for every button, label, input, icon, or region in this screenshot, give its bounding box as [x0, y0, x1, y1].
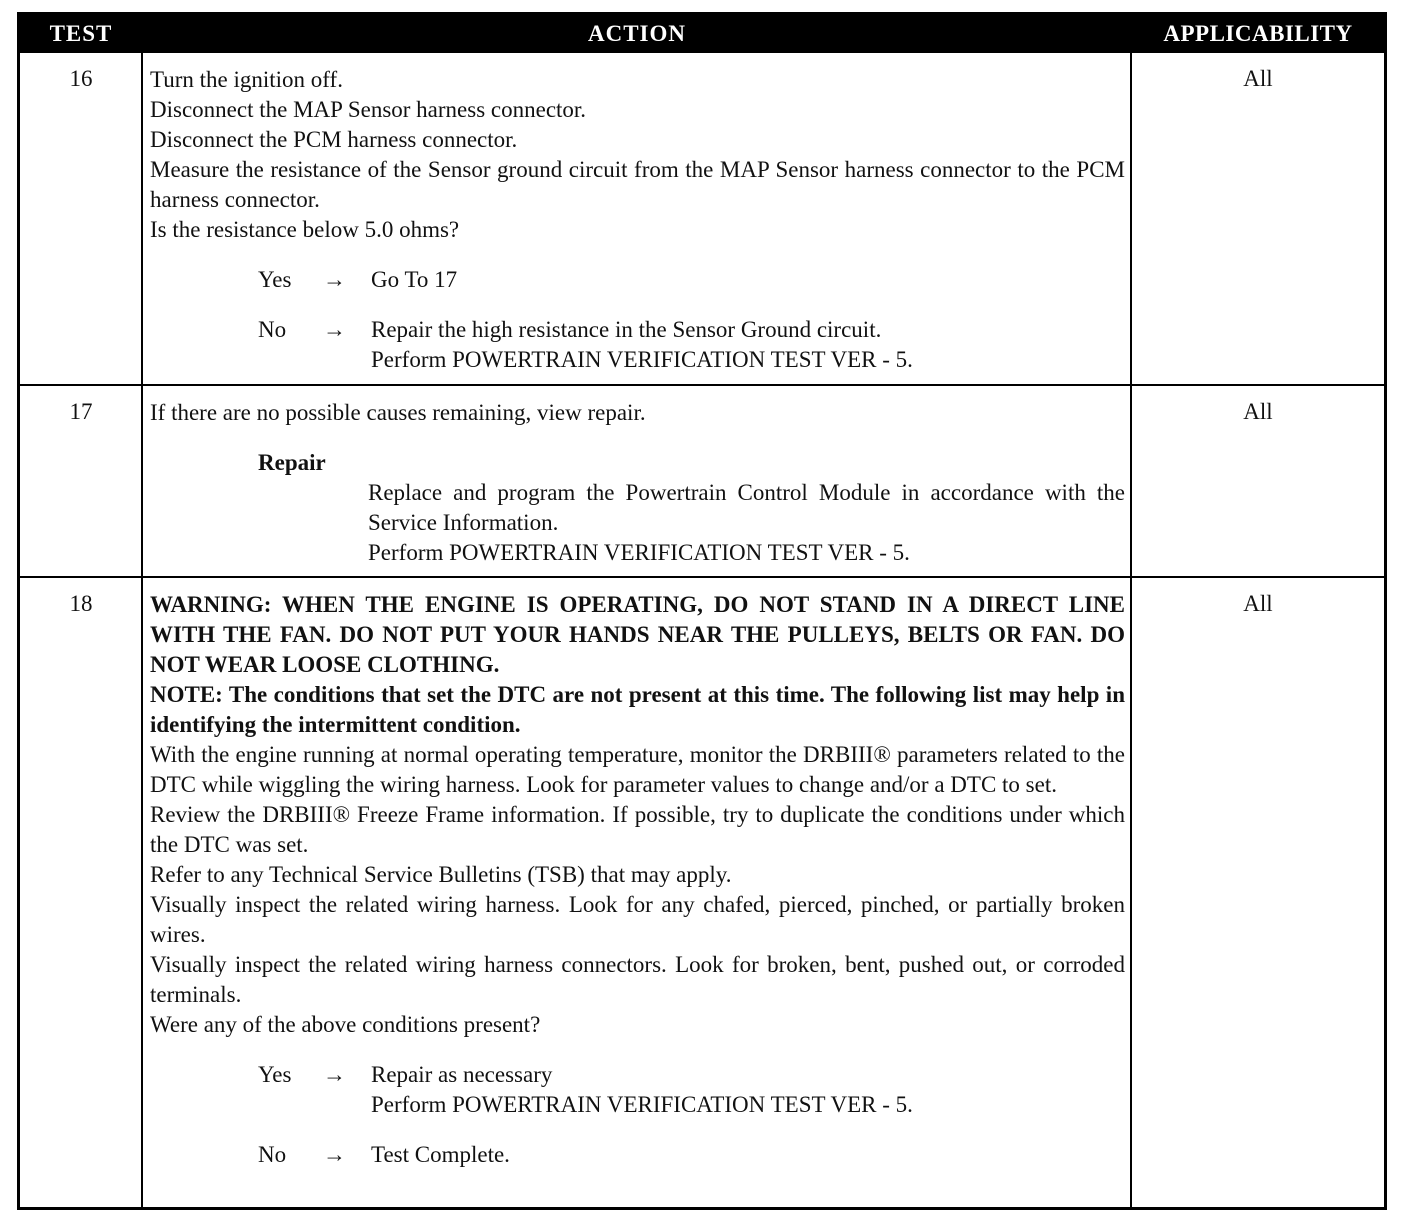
test-number: 16: [69, 66, 93, 91]
applicability-value: All: [1243, 591, 1273, 616]
repair-text: Replace and program the Powertrain Control Module in accordance with the Service Information.: [368, 480, 1125, 535]
action-cell: [150, 590, 1125, 1170]
header-action: ACTION: [587, 21, 686, 46]
yes-text: Go To 17: [371, 267, 458, 292]
no-text: Test Complete.: [371, 1142, 510, 1167]
no-text: Repair the high resistance in the Sensor Ground circuit.: [371, 317, 882, 342]
table-row-test-18: [20, 578, 1384, 1208]
test-number: 17: [69, 399, 93, 424]
column-divider: [141, 53, 143, 1207]
applicability-value: All: [1243, 399, 1273, 424]
header-applicability: APPLICABILITY: [1163, 21, 1353, 46]
yes-label: Yes: [258, 1062, 292, 1087]
table-header: [20, 15, 1384, 53]
action-line: Disconnect the MAP Sensor harness connector.: [150, 97, 587, 122]
test-number: 18: [69, 591, 93, 616]
action-line: Visually inspect the related wiring harness connectors. Look for broken, bent, pushed out, or corroded terminals.: [150, 952, 1125, 1007]
arrow-icon: →: [323, 267, 346, 292]
arrow-icon: →: [323, 1142, 346, 1167]
yes-text: Repair as necessary: [371, 1062, 553, 1087]
yes-text: Perform POWERTRAIN VERIFICATION TEST VER - 5.: [371, 1092, 913, 1117]
repair-label: Repair: [258, 450, 326, 475]
action-line: Refer to any Technical Service Bulletins (TSB) that may apply.: [150, 862, 732, 887]
action-line: Measure the resistance of the Sensor ground circuit from the MAP Sensor harness connector to the PCM harness connector.: [150, 157, 1125, 212]
action-line: Visually inspect the related wiring harness. Look for any chafed, pierced, pinched, or partially broken wires.: [150, 892, 1125, 947]
arrow-icon: →: [323, 1062, 346, 1087]
action-cell: [150, 65, 1125, 375]
table-row-test-16: [20, 53, 1384, 386]
action-line: Review the DRBIII® Freeze Frame information. If possible, try to duplicate the conditions under which the DTC was set.: [150, 802, 1125, 857]
action-line: If there are no possible causes remaining, view repair.: [150, 400, 646, 425]
note-text: NOTE: The conditions that set the DTC are not present at this time. The following list may help in identifying the intermittent condition.: [150, 682, 1125, 737]
applicability-value: All: [1243, 66, 1273, 91]
no-label: No: [258, 317, 287, 342]
action-line: Were any of the above conditions present?: [150, 1012, 541, 1037]
action-line: Turn the ignition off.: [150, 67, 343, 92]
yes-option: [150, 1060, 1125, 1120]
yes-option: [150, 265, 1125, 295]
warning-text: WARNING: WHEN THE ENGINE IS OPERATING, DO NOT STAND IN A DIRECT LINE WITH THE FAN. DO NOT PUT YOUR HANDS NEAR THE PULLEYS, BELTS OR FAN. DO NOT WEAR LOOSE CLOTHING.: [150, 592, 1125, 677]
diagnostic-test-table: [17, 12, 1387, 1210]
table-row-test-17: [20, 386, 1384, 578]
column-divider: [1130, 53, 1132, 1207]
action-line: With the engine running at normal operating temperature, monitor the DRBIII® parameters related to the DTC while wiggling the wiring harness. Look for parameter values to change and/or a DTC to set.: [150, 742, 1125, 797]
action-cell: [150, 398, 1125, 568]
arrow-icon: →: [323, 317, 346, 342]
header-test: TEST: [49, 21, 113, 46]
yes-label: Yes: [258, 267, 292, 292]
action-line: Disconnect the PCM harness connector.: [150, 127, 518, 152]
no-option: [150, 315, 1125, 375]
no-text: Perform POWERTRAIN VERIFICATION TEST VER - 5.: [371, 347, 913, 372]
no-label: No: [258, 1142, 287, 1167]
action-line: Is the resistance below 5.0 ohms?: [150, 217, 460, 242]
no-option: [150, 1140, 1125, 1170]
repair-perform: Perform POWERTRAIN VERIFICATION TEST VER - 5.: [368, 540, 910, 565]
